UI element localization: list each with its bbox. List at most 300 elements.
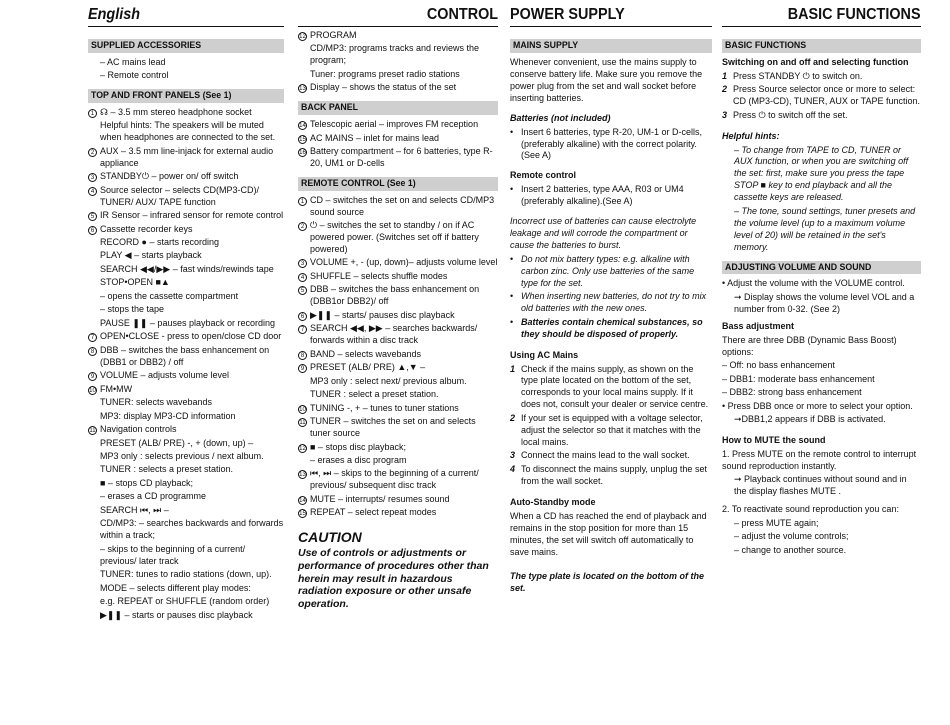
item-number bbox=[298, 146, 310, 170]
bullet: • bbox=[510, 316, 514, 327]
item-text: CD/MP3: – searches backwards and forwards within a track; bbox=[100, 518, 284, 541]
item-row bbox=[298, 220, 498, 256]
item-number bbox=[298, 455, 310, 467]
item-text: MODE – selects different play modes: bbox=[100, 582, 251, 593]
remote-title: Remote control bbox=[510, 170, 577, 181]
item-text: MP3 only : selects previous / next album. bbox=[100, 451, 264, 461]
item-row bbox=[88, 291, 284, 303]
text-line: – press MUTE again; bbox=[734, 517, 819, 528]
step-text: Connect the mains lead to the wall socket. bbox=[521, 450, 690, 461]
step-row bbox=[510, 413, 712, 449]
item-text: TUNER – switches the set on and selects tuner source bbox=[310, 416, 476, 439]
item-number bbox=[298, 69, 310, 81]
circled-number: 16 bbox=[299, 149, 306, 156]
circled-number: 10 bbox=[89, 387, 96, 394]
section-title-volume: ADJUSTING VOLUME AND SOUND bbox=[722, 261, 921, 275]
circled-number: 4 bbox=[88, 187, 97, 196]
item-number bbox=[298, 119, 310, 131]
text-line: 2. To reactivate sound reproduction you can: bbox=[722, 504, 899, 515]
mains-intro: Whenever convenient, use the mains supply to conserve battery life. Make sure you remove the power plug from the set and wall socket before inserting batteries. bbox=[510, 56, 703, 103]
item-number bbox=[88, 569, 100, 581]
item-number bbox=[298, 468, 310, 492]
item-row bbox=[88, 544, 284, 568]
bass-line: • Press DBB once or more to select your option. bbox=[722, 400, 913, 411]
program-items bbox=[298, 30, 498, 94]
item-number bbox=[88, 610, 100, 622]
item-row bbox=[88, 464, 284, 476]
auto-standby-text: When a CD has reached the end of playback and remains in the stop position for more than 15 minutes, the set will switch off automatically to save mains. bbox=[510, 510, 707, 557]
item-row bbox=[88, 478, 284, 490]
item-number bbox=[88, 370, 100, 382]
header-title: BASIC FUNCTIONS bbox=[788, 5, 921, 23]
step-row bbox=[510, 464, 712, 488]
item-number bbox=[298, 403, 310, 415]
step-number: 2 bbox=[510, 412, 516, 423]
item-text: PLAY ◀ – starts playback bbox=[100, 250, 202, 261]
header-title: English bbox=[88, 5, 141, 23]
hints bbox=[722, 145, 921, 254]
item-number bbox=[298, 220, 310, 256]
circled-number: 13 bbox=[299, 472, 306, 479]
circled-number: 14 bbox=[299, 497, 306, 504]
step-text: If your set is equipped with a voltage selector, adjust the selector so that it matches with the local mains. bbox=[521, 412, 703, 447]
bullet-text: When inserting new batteries, do not try to mix old batteries with the new ones. bbox=[521, 291, 707, 314]
item-row bbox=[88, 237, 284, 249]
item-number bbox=[88, 345, 100, 369]
item-text: BAND – selects wavebands bbox=[310, 348, 422, 359]
step-row bbox=[722, 71, 921, 83]
item-row bbox=[298, 494, 498, 506]
item-row bbox=[298, 376, 498, 388]
item-number bbox=[298, 362, 310, 374]
item-row bbox=[88, 146, 284, 170]
switch-steps bbox=[722, 71, 921, 122]
item-number bbox=[298, 416, 310, 440]
item-number bbox=[298, 310, 310, 322]
item-number bbox=[88, 583, 100, 595]
text-line: – The tone, sound settings, tuner presets and the volume level (up to a maximum volume level of 20) will be retained in the set's memory. bbox=[734, 205, 916, 252]
item-text: SEARCH ◀◀/▶▶ – fast winds/rewinds tape bbox=[100, 263, 274, 274]
item-text: ▶❚❚ – starts/ pauses disc playback bbox=[310, 309, 455, 320]
item-text: – opens the cassette compartment bbox=[100, 290, 239, 301]
item-row bbox=[298, 389, 498, 401]
step-text: Check if the mains supply, as shown on the type plate located on the bottom of the set, corresponds to your local mains supply. If it does not, consult your dealer or service centre. bbox=[521, 363, 709, 410]
volume-lines bbox=[722, 278, 921, 315]
mute-title: How to MUTE the sound bbox=[722, 435, 826, 446]
item-row bbox=[298, 69, 498, 81]
item-number bbox=[298, 195, 310, 219]
item-number bbox=[88, 331, 100, 343]
type-plate-text: The type plate is located on the bottom of the set. bbox=[510, 570, 705, 593]
item-text: e.g. REPEAT or SHUFFLE (random order) bbox=[100, 596, 270, 607]
item-row bbox=[298, 119, 498, 131]
item-text: Display – shows the status of the set bbox=[310, 82, 457, 93]
item-text: DBB – switches the bass enhancement on (DBB1 or DBB2) / off bbox=[100, 344, 270, 367]
circled-number: 5 bbox=[298, 286, 307, 295]
item-number bbox=[88, 277, 100, 289]
ac-title: Using AC Mains bbox=[510, 349, 579, 360]
circled-number: 12 bbox=[299, 445, 306, 452]
column-control bbox=[298, 5, 498, 611]
item-text: TUNING -, + – tunes to tuner stations bbox=[310, 402, 459, 413]
circled-number: 6 bbox=[88, 226, 97, 235]
item-text: TUNER : select a preset station. bbox=[310, 389, 439, 400]
item-number bbox=[298, 82, 310, 94]
mute-steps bbox=[722, 449, 921, 498]
bass-options bbox=[722, 360, 921, 426]
item-row bbox=[298, 30, 498, 42]
column-english bbox=[88, 5, 284, 623]
item-text: Navigation controls bbox=[100, 424, 177, 435]
item-row bbox=[298, 284, 498, 308]
item-row bbox=[298, 310, 498, 322]
item-text: ■ – stops CD playback; bbox=[100, 477, 193, 488]
item-row bbox=[88, 277, 284, 289]
item-row bbox=[88, 569, 284, 581]
bullet-row bbox=[510, 291, 712, 315]
item-text: IR Sensor – infrared sensor for remote control bbox=[100, 210, 284, 221]
circled-number: 15 bbox=[299, 511, 306, 518]
item-text: MUTE – interrupts/ resumes sound bbox=[310, 493, 450, 504]
step-text: Press ⏻ to switch off the set. bbox=[733, 109, 848, 120]
item-row bbox=[298, 362, 498, 374]
item-row bbox=[88, 210, 284, 222]
item-number bbox=[88, 291, 100, 303]
item-text: PAUSE ❚❚ – pauses playback or recording bbox=[100, 317, 275, 328]
text-line: ➞ Playback continues without sound and in the display flashes MUTE . bbox=[734, 474, 907, 497]
text-line: 1. Press MUTE on the remote control to interrupt sound reproduction instantly. bbox=[722, 449, 917, 471]
item-row bbox=[88, 518, 284, 542]
circled-number: 3 bbox=[88, 173, 97, 182]
item-number bbox=[88, 464, 100, 476]
item-text: SHUFFLE – selects shuffle modes bbox=[310, 270, 448, 281]
section-title-panels: TOP AND FRONT PANELS (See 1) bbox=[88, 89, 284, 103]
header-title: CONTROL bbox=[426, 5, 498, 23]
item-number bbox=[88, 478, 100, 490]
section-header bbox=[510, 5, 712, 27]
item-row bbox=[88, 370, 284, 382]
section-title-remote: REMOTE CONTROL (See 1) bbox=[298, 177, 498, 191]
bass-option: – DBB1: moderate bass enhancement bbox=[722, 373, 875, 384]
item-text: Cassette recorder keys bbox=[100, 223, 193, 234]
item-text: VOLUME +, - (up, down)– adjusts volume level bbox=[310, 257, 498, 268]
item-text: FM•MW bbox=[100, 383, 133, 394]
item-number bbox=[88, 210, 100, 222]
item-number bbox=[88, 304, 100, 316]
text-line: – adjust the volume controls; bbox=[734, 531, 849, 542]
step-text: Press STANDBY ⏻ to switch on. bbox=[733, 70, 863, 81]
circled-number: 9 bbox=[88, 372, 97, 381]
bass-option: – Off: no bass enhancement bbox=[722, 360, 835, 371]
circled-number: 7 bbox=[298, 325, 307, 334]
item-number bbox=[298, 43, 310, 67]
batteries-title: Batteries (not included) bbox=[510, 112, 611, 123]
item-number bbox=[298, 257, 310, 269]
item-number bbox=[298, 30, 310, 42]
item-text: REPEAT – select repeat modes bbox=[310, 507, 437, 518]
item-text: DBB – switches the bass enhancement on (DBB1or DBB2)/ off bbox=[310, 284, 480, 307]
item-row bbox=[88, 451, 284, 463]
item-text: TUNER: selects wavebands bbox=[100, 397, 213, 408]
item-number bbox=[88, 237, 100, 249]
item-row bbox=[88, 224, 284, 236]
step-row bbox=[510, 364, 712, 412]
item-row bbox=[88, 264, 284, 276]
text-line: • Adjust the volume with the VOLUME control. bbox=[722, 278, 905, 289]
item-row bbox=[88, 424, 284, 436]
item-number bbox=[88, 250, 100, 262]
item-number bbox=[88, 224, 100, 236]
item-row bbox=[88, 397, 284, 409]
item-number bbox=[88, 518, 100, 542]
item-number bbox=[88, 107, 100, 119]
header-title: POWER SUPPLY bbox=[510, 5, 625, 23]
text-line: ➞ Display shows the volume level VOL and a number from 0-32. (See 2) bbox=[734, 291, 915, 314]
item-text: VOLUME – adjusts volume level bbox=[100, 370, 230, 381]
item-row bbox=[298, 455, 498, 467]
item-number bbox=[88, 146, 100, 170]
item-row bbox=[88, 250, 284, 262]
step-row bbox=[510, 450, 712, 462]
step-text: To disconnect the mains supply, unplug the set from the wall socket. bbox=[521, 463, 707, 486]
item-text: SEARCH ◀◀, ▶▶ – searches backwards/ forwards within a disc track bbox=[310, 323, 478, 346]
item-row bbox=[88, 411, 284, 423]
item-row bbox=[298, 468, 498, 492]
switch-title: Switching on and off and selecting function bbox=[722, 56, 909, 67]
bullet-row bbox=[510, 317, 712, 341]
item-text: ■ – stops disc playback; bbox=[310, 441, 406, 452]
bass-line: ➞DBB1,2 appears if DBB is activated. bbox=[734, 414, 886, 425]
bullet-text: Do not mix battery types: e.g. alkaline with carbon zinc. Only use batteries of the same type for the set. bbox=[521, 253, 695, 288]
item-number bbox=[298, 349, 310, 361]
item-row bbox=[88, 438, 284, 450]
column-power-supply: POWER SUPPLY MAINS SUPPLY Whenever convenient, use the mains supply to conserve battery life. Make sure you remove the power plug from the set and wall socket before inserting batteries. Batteries (not included) • Insert 6 batteries, type R-20, UM-1 or D-cells, (preferably alkaline) with the correct polarity. (See A) Remote control • Insert 2 batteries, type AAA, R03 or UM4 (preferably alkaline).(See A) Incorrect use of batteries can cause electrolyte leakage and will corrode the compartment or cause the batteries to burst. • Do not mix battery types: e.g. alkaline with carbon zinc. Only use batteries of the same type for the set. • When inserting new batteries, do not try to mix old batteries with the new ones. • Batteries contain chemical substances, so they should be disposed of properly. Using AC Mains 1 Check if the mains supply, as shown on the type plate located on the bottom of the set, corresponds to your local mains supply. If it does not, consult your dealer or service centre. 2 If your set is equipped with a voltage selector, adjust the selector so that it matches with the local mains. 3 Connect the mains lead to the wall socket. 4 To disconnect the mains supply, unplug the set from the wall socket. Auto-Standby mode When a CD has reached the end of playback and remains in the stop position for more than 15 minutes, the set will switch off automatically to save mains. The type plate is located on the bottom of the set. bbox=[510, 8, 712, 596]
item-row bbox=[88, 120, 284, 144]
item-number bbox=[88, 397, 100, 409]
section-title-mains: MAINS SUPPLY bbox=[510, 39, 712, 53]
caution-text: Use of controls or adjustments or performance of procedures other than herein may result in hazardous radiation exposure or other unsafe operation. bbox=[298, 546, 489, 611]
item-text: ▶❚❚ – starts or pauses disc playback bbox=[100, 609, 253, 620]
step-row bbox=[722, 110, 921, 122]
bullet-row bbox=[510, 254, 712, 290]
item-row bbox=[88, 318, 284, 330]
item-text: ⏻ – switches the set to standby / on if AC powered power. (Switches set off if battery powered) bbox=[310, 220, 479, 254]
circled-number: 9 bbox=[298, 364, 307, 373]
item-row bbox=[298, 416, 498, 440]
item-row bbox=[298, 146, 498, 170]
item-text: PRESET (ALB/ PRE) ▲,▼ – bbox=[310, 362, 426, 373]
item-row bbox=[298, 133, 498, 145]
item-row bbox=[298, 257, 498, 269]
item-row bbox=[298, 442, 498, 454]
item-number bbox=[88, 544, 100, 568]
panel-items bbox=[88, 107, 284, 622]
item-text: STANDBY⏻ – power on/ off switch bbox=[100, 171, 239, 182]
bass-title: Bass adjustment bbox=[722, 320, 795, 331]
list-item: – Remote control bbox=[100, 70, 169, 81]
unmute-steps bbox=[722, 504, 921, 556]
item-number bbox=[88, 424, 100, 436]
item-text: MP3: display MP3-CD information bbox=[100, 410, 236, 421]
item-row bbox=[298, 195, 498, 219]
bullet: • bbox=[510, 253, 514, 264]
item-number bbox=[298, 389, 310, 401]
auto-standby-title: Auto-Standby mode bbox=[510, 496, 596, 507]
item-text: SEARCH ⏮, ⏭ – bbox=[100, 504, 169, 515]
circled-number: 8 bbox=[298, 351, 307, 360]
item-number bbox=[298, 494, 310, 506]
item-text: Tuner: programs preset radio stations bbox=[310, 68, 460, 79]
section-title-accessories: SUPPLIED ACCESSORIES bbox=[88, 39, 284, 53]
item-number bbox=[88, 596, 100, 608]
section-title-basic: BASIC FUNCTIONS bbox=[722, 39, 921, 53]
circled-number: 2 bbox=[298, 222, 307, 231]
circled-number: 1 bbox=[88, 109, 97, 118]
hints-title: Helpful hints: bbox=[722, 130, 780, 141]
circled-number: 6 bbox=[298, 312, 307, 321]
remote-text: Insert 2 batteries, type AAA, R03 or UM4 (preferably alkaline).(See A) bbox=[521, 184, 684, 207]
item-number bbox=[88, 411, 100, 423]
step-number: 1 bbox=[722, 70, 728, 81]
circled-number: 14 bbox=[299, 123, 306, 130]
item-row bbox=[298, 43, 498, 67]
item-number bbox=[298, 271, 310, 283]
accessories-list bbox=[88, 57, 284, 82]
item-number bbox=[298, 507, 310, 519]
item-text: OPEN•CLOSE - press to open/close CD door bbox=[100, 331, 282, 342]
list-item: – AC mains lead bbox=[100, 56, 166, 67]
item-row bbox=[88, 171, 284, 183]
item-text: RECORD ● – starts recording bbox=[100, 237, 219, 247]
item-text: – skips to the beginning of a current/ previous/ later track bbox=[100, 543, 246, 566]
item-row bbox=[298, 323, 498, 347]
circled-number: 7 bbox=[88, 333, 97, 342]
item-text: MP3 only : select next/ previous album. bbox=[310, 375, 467, 386]
step-text: Press Source selector once or more to select: CD (MP3-CD), TUNER, AUX or TAPE function. bbox=[733, 84, 921, 107]
item-text: Battery compartment – for 6 batteries, type R-20, UM1 or D-cells bbox=[310, 145, 493, 168]
item-row bbox=[88, 491, 284, 503]
item-row bbox=[88, 345, 284, 369]
batteries-text: Insert 6 batteries, type R-20, UM-1 or D-cells, (preferably alkaline) with the correct polarity. (See A) bbox=[521, 126, 703, 161]
item-text: CD – switches the set on and selects CD/MP3 sound source bbox=[310, 194, 495, 217]
step-number: 2 bbox=[722, 84, 728, 95]
item-row bbox=[88, 610, 284, 622]
bullet: • bbox=[510, 291, 514, 302]
section-title-back-panel: BACK PANEL bbox=[298, 101, 498, 115]
item-row bbox=[88, 583, 284, 595]
item-number bbox=[88, 438, 100, 450]
circled-number: 1 bbox=[298, 197, 307, 206]
warning-bullets bbox=[510, 254, 712, 341]
item-number bbox=[88, 451, 100, 463]
step-number: 4 bbox=[510, 463, 516, 474]
item-number bbox=[88, 185, 100, 209]
item-text: Helpful hints: The speakers will be muted when headphones are connected to the set. bbox=[100, 120, 276, 143]
step-number: 1 bbox=[510, 363, 516, 374]
item-row bbox=[88, 304, 284, 316]
circled-number: 3 bbox=[298, 259, 307, 268]
column-basic-functions bbox=[722, 5, 921, 558]
item-text: ⏮, ⏭ – skips to the beginning of a current/ previous/ subsequent disc track bbox=[310, 468, 479, 491]
item-text: – erases a CD programme bbox=[100, 491, 207, 502]
item-number bbox=[88, 491, 100, 503]
item-row bbox=[88, 331, 284, 343]
item-number bbox=[88, 171, 100, 183]
item-number bbox=[88, 505, 100, 517]
item-number bbox=[298, 376, 310, 388]
item-row bbox=[298, 507, 498, 519]
item-text: TUNER: tunes to radio stations (down, up). bbox=[100, 569, 272, 580]
item-text: Telescopic aerial – improves FM reception bbox=[310, 119, 479, 130]
item-row bbox=[298, 82, 498, 94]
item-row bbox=[298, 349, 498, 361]
caution-title: CAUTION bbox=[298, 529, 362, 546]
circled-number: 15 bbox=[299, 136, 306, 143]
step-number: 3 bbox=[510, 450, 516, 461]
circled-number: 13 bbox=[299, 86, 306, 93]
item-text: AC MAINS – inlet for mains lead bbox=[310, 132, 440, 143]
item-row bbox=[88, 505, 284, 517]
item-text: TUNER : selects a preset station. bbox=[100, 464, 234, 475]
bass-option: – DBB2: strong bass enhancement bbox=[722, 387, 862, 398]
item-number bbox=[88, 384, 100, 396]
item-number bbox=[88, 264, 100, 276]
item-text: ☊ – 3.5 mm stereo headphone socket bbox=[100, 106, 252, 117]
section-header bbox=[88, 5, 284, 27]
item-row bbox=[88, 107, 284, 119]
item-number bbox=[88, 318, 100, 330]
item-text: PROGRAM bbox=[310, 30, 357, 40]
item-text: AUX – 3.5 mm line-injack for external audio appliance bbox=[100, 145, 274, 168]
circled-number: 4 bbox=[298, 273, 307, 282]
section-header bbox=[298, 5, 498, 27]
ac-steps bbox=[510, 364, 712, 488]
circled-number: 11 bbox=[299, 420, 306, 427]
back-panel-items bbox=[298, 119, 498, 170]
step-number: 3 bbox=[722, 109, 728, 120]
section-header bbox=[722, 5, 921, 27]
step-row bbox=[722, 84, 921, 108]
circled-number: 10 bbox=[299, 406, 306, 413]
item-text: PRESET (ALB/ PRE) -, + (down, up) – bbox=[100, 437, 254, 448]
item-number bbox=[298, 323, 310, 347]
item-number bbox=[298, 133, 310, 145]
item-text: – stops the tape bbox=[100, 304, 165, 315]
item-row bbox=[88, 185, 284, 209]
circled-number: 8 bbox=[88, 347, 97, 356]
bullet-text: Batteries contain chemical substances, so they should be disposed of properly. bbox=[521, 316, 703, 339]
remote-items bbox=[298, 195, 498, 520]
item-row bbox=[298, 403, 498, 415]
item-number bbox=[298, 284, 310, 308]
item-number bbox=[88, 120, 100, 144]
item-row bbox=[88, 596, 284, 608]
item-row bbox=[88, 384, 284, 396]
warning-text: Incorrect use of batteries can cause electrolyte leakage and will corrode the compartment or cause the batteries to burst. bbox=[510, 216, 697, 251]
circled-number: 5 bbox=[88, 212, 97, 221]
item-text: Source selector – selects CD(MP3-CD)/ TUNER/ AUX/ TAPE function bbox=[100, 184, 260, 207]
item-number bbox=[298, 442, 310, 454]
item-text: CD/MP3: programs tracks and reviews the program; bbox=[310, 43, 480, 66]
item-text: STOP•OPEN ■▲ bbox=[100, 277, 170, 288]
bass-intro: There are three DBB (Dynamic Bass Boost) options: bbox=[722, 334, 897, 357]
text-line: – To change from TAPE to CD, TUNER or AUX function, or when you are switching off the set: first, make sure you press the tape STOP ■ key to end playback and all the cassette keys are released. bbox=[734, 144, 909, 203]
circled-number: 11 bbox=[89, 428, 96, 435]
item-text: – erases a disc program bbox=[310, 454, 407, 465]
circled-number: 12 bbox=[299, 34, 306, 40]
item-row bbox=[298, 271, 498, 283]
text-line: – change to another source. bbox=[734, 544, 847, 555]
